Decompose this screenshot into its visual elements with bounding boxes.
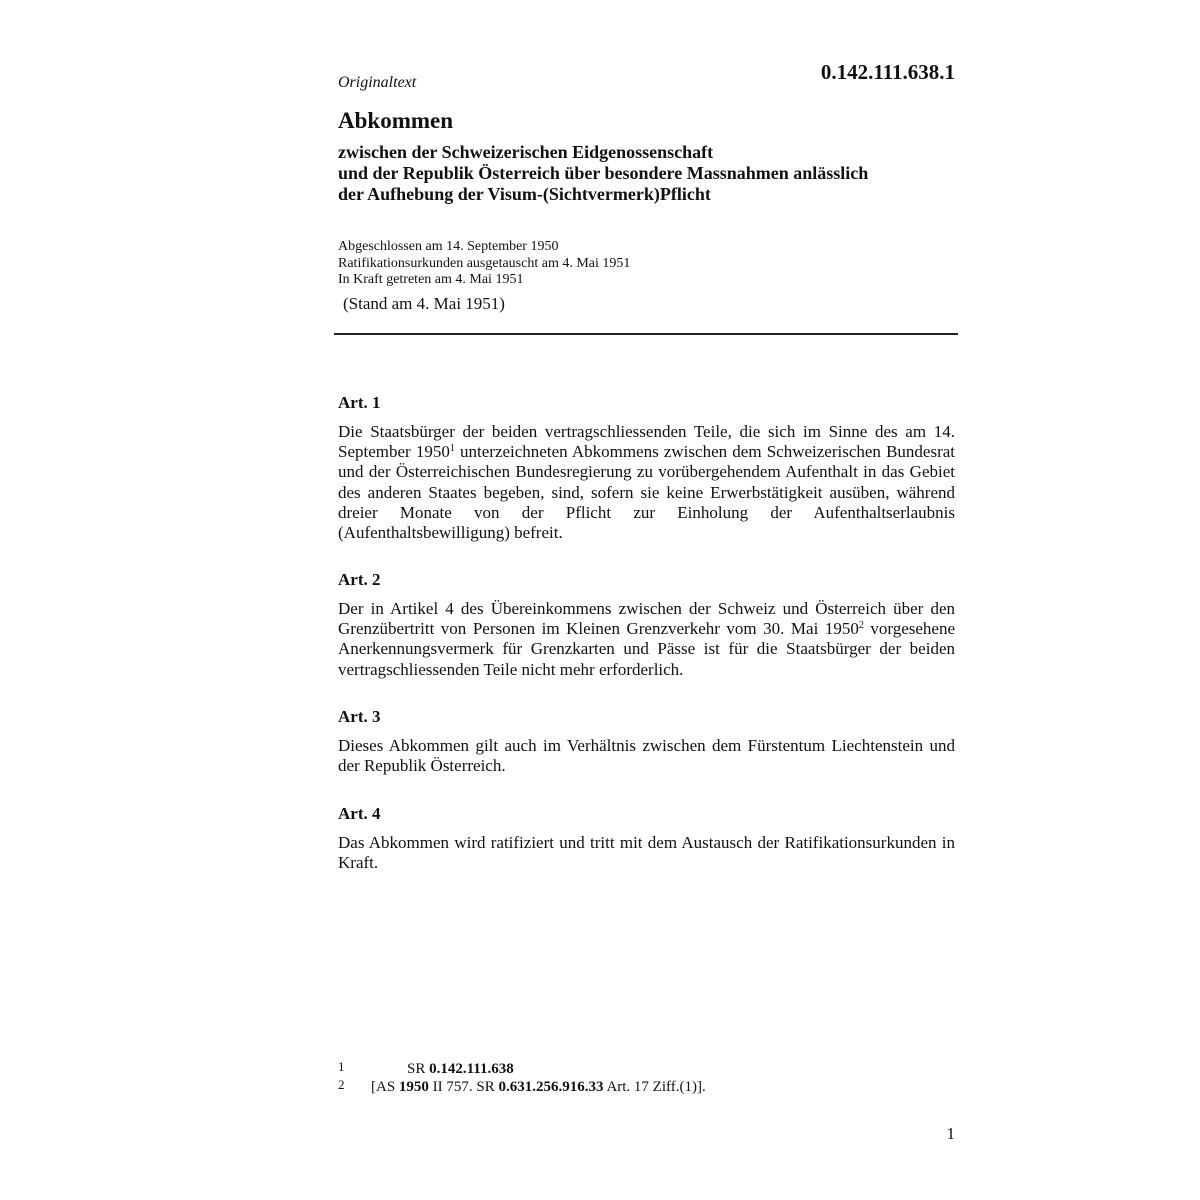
footnote-ref-1[interactable]: 1 (449, 443, 455, 455)
ratification-date: Ratifikationsurkunden ausgetauscht am 4. Mai 1951 (338, 255, 631, 271)
article-text: Das Abkommen wird ratifiziert und tritt mit dem Austausch der Ratifikationsurkunden in Kraft. (338, 833, 955, 873)
subtitle-line: zwischen der Schweizerischen Eidgenossenschaft (338, 142, 714, 162)
article-heading: Art. 1 (338, 393, 381, 412)
concluded-date: Abgeschlossen am 14. September 1950 (338, 239, 559, 254)
subtitle-line: und der Republik Österreich über besondere Massnahmen anlässlich (338, 163, 869, 183)
footnote-part: [AS (371, 1079, 399, 1095)
article-text-part: unterzeichneten Abkommens zwischen dem Schweizerischen Bundesrat und der Österreichischen Bundesregierung zu vorübergehendem Aufenthalt in das Gebiet des anderen Staates begeben, sind, sofern sie keine Erwerbstätigkeit ausüben, während dreier Monate von der Pflicht zur Einholung der Aufenthaltserlaubnis (Aufenthaltsbewilligung) befreit. (338, 442, 955, 543)
footnote-sr-link[interactable]: 0.631.256.916.33 (498, 1079, 604, 1095)
original-text-label: Originaltext (338, 74, 417, 91)
footnote-year: 1950 (398, 1079, 429, 1095)
footnote-text (371, 1078, 706, 1096)
document-subtitle (338, 142, 958, 205)
header-divider (334, 333, 958, 335)
article-4 (338, 804, 955, 873)
article-text: Dieses Abkommen gilt auch im Verhältnis zwischen dem Fürstentum Liechtenstein und der Republik Österreich. (338, 736, 955, 776)
footnote-number: 2 (338, 1077, 345, 1092)
article-text-part: Die Staatsbürger der beiden vertragschliessenden Teile, die sich im Sinne des am 14. September 1950 (338, 422, 955, 462)
footnote-part: SR (407, 1061, 430, 1077)
footnote-sr-link[interactable]: 0.142.111.638 (429, 1061, 514, 1077)
footnote-text (407, 1060, 514, 1078)
article-text-part: vorgesehene Anerkennungsvermerk für Grenzkarten und Pässe ist für die Staatsbürger der beiden vertragschliessenden Teile nicht mehr erforderlich. (338, 619, 955, 679)
date-block (338, 239, 630, 289)
article-2 (338, 570, 955, 680)
status-date: (Stand am 4. Mai 1951) (343, 294, 505, 313)
article-1 (338, 393, 955, 543)
article-text-part: Der in Artikel 4 des Übereinkommens zwischen der Schweiz und Österreich über den Grenzübertritt von Personen im Kleinen Grenzverkehr vom 30. Mai 1950 (338, 599, 955, 639)
footnote-part: Art. 17 Ziff.(1)]. (603, 1079, 706, 1095)
article-heading: Art. 4 (338, 804, 381, 823)
in-force-date: In Kraft getreten am 4. Mai 1951 (338, 272, 524, 287)
page-number: 1 (946, 1124, 955, 1143)
article-text (338, 422, 955, 543)
article-3 (338, 707, 955, 776)
document-title: Abkommen (338, 108, 454, 133)
footnote-number: 1 (338, 1059, 345, 1074)
footnote-ref-2[interactable]: 2 (858, 620, 864, 632)
article-heading: Art. 3 (338, 707, 381, 726)
footnote-part: II 757. SR (428, 1079, 499, 1095)
article-text (338, 599, 955, 680)
sr-number: 0.142.111.638.1 (820, 60, 955, 84)
article-heading: Art. 2 (338, 570, 381, 589)
subtitle-line: der Aufhebung der Visum-(Sichtvermerk)Pflicht (338, 184, 711, 204)
